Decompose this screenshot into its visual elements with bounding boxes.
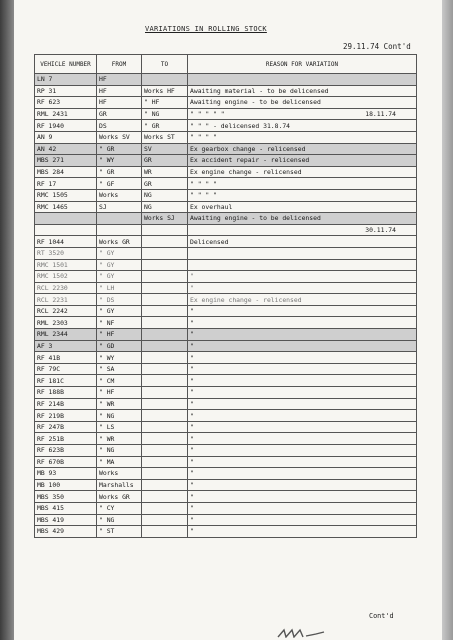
table-row [35, 224, 417, 236]
from-cell [97, 224, 142, 236]
reason-text: " [190, 469, 194, 478]
reason-cell [188, 491, 417, 503]
reason-text: " [190, 434, 194, 443]
reason-text: " " " " [190, 133, 217, 142]
reason-text: " [190, 376, 194, 385]
page-edge-shadow-right [442, 0, 453, 640]
from-cell: Marshalls [97, 479, 142, 491]
vehicle-number-cell: RF 1940 [35, 120, 97, 132]
table-row [35, 526, 417, 538]
from-cell: " WY [97, 352, 142, 364]
vehicle-number-cell: RT 3520 [35, 247, 97, 259]
table-row [35, 189, 417, 201]
from-cell: " GY [97, 305, 142, 317]
vehicle-number-cell: RF 251B [35, 433, 97, 445]
reason-cell [188, 468, 417, 480]
from-cell: " GY [97, 247, 142, 259]
vehicle-number-cell: RMC 1501 [35, 259, 97, 271]
to-cell: " GR [142, 120, 188, 132]
to-cell [142, 74, 188, 86]
reason-text: " [190, 457, 194, 466]
reason-text: " [190, 481, 194, 490]
vehicle-number-cell: RF 247B [35, 421, 97, 433]
reason-text: Ex gearbox change - relicensed [190, 144, 306, 153]
from-cell: SJ [97, 201, 142, 213]
reason-text: " [190, 504, 194, 513]
from-cell: " WR [97, 433, 142, 445]
reason-text: " [190, 365, 194, 374]
table-row [35, 236, 417, 248]
vehicle-number-cell: RF 181C [35, 375, 97, 387]
to-cell [142, 247, 188, 259]
table-row [35, 502, 417, 514]
reason-text: " [190, 272, 194, 281]
reason-cell [188, 502, 417, 514]
vehicle-number-cell: RMC 1505 [35, 189, 97, 201]
table-row [35, 445, 417, 457]
variations-table [34, 54, 417, 538]
header-to: TO [142, 55, 188, 74]
to-cell [142, 398, 188, 410]
reason-cell [188, 213, 417, 225]
page-edge-shadow [0, 0, 14, 640]
vehicle-number-cell: RF 623B [35, 445, 97, 457]
table-row [35, 271, 417, 283]
table-row [35, 213, 417, 225]
document-date: 29.11.74 Cont'd [343, 42, 411, 51]
reason-cell [188, 479, 417, 491]
to-cell [142, 271, 188, 283]
vehicle-number-cell: MBS 415 [35, 502, 97, 514]
from-cell: " WY [97, 155, 142, 167]
reason-cell [188, 224, 417, 236]
reason-cell [188, 178, 417, 190]
reason-cell [188, 259, 417, 271]
from-cell: HF [97, 97, 142, 109]
table-row [35, 387, 417, 399]
reason-cell [188, 410, 417, 422]
from-cell: " NG [97, 445, 142, 457]
reason-cell [188, 317, 417, 329]
vehicle-number-cell [35, 213, 97, 225]
reason-cell [188, 375, 417, 387]
table-row [35, 201, 417, 213]
vehicle-number-cell: RML 2431 [35, 108, 97, 120]
reason-cell [188, 398, 417, 410]
vehicle-number-cell: RF 17 [35, 178, 97, 190]
vehicle-number-cell: MB 93 [35, 468, 97, 480]
vehicle-number-cell: RCL 2242 [35, 305, 97, 317]
reason-cell [188, 340, 417, 352]
from-cell: " HF [97, 329, 142, 341]
reason-text: Awaiting material - to be delicensed [190, 86, 329, 95]
header-from: FROM [97, 55, 142, 74]
reason-cell [188, 97, 417, 109]
from-cell: " LS [97, 421, 142, 433]
vehicle-number-cell: RCL 2231 [35, 294, 97, 306]
to-cell: Works SJ [142, 213, 188, 225]
table-row [35, 410, 417, 422]
to-cell: Works HF [142, 85, 188, 97]
to-cell [142, 329, 188, 341]
to-cell [142, 491, 188, 503]
reason-cell [188, 514, 417, 526]
to-cell [142, 433, 188, 445]
from-cell: DS [97, 120, 142, 132]
to-cell [142, 236, 188, 248]
table-row [35, 294, 417, 306]
reason-cell [188, 155, 417, 167]
table-row [35, 329, 417, 341]
from-cell: " CY [97, 502, 142, 514]
vehicle-number-cell: RMC 1502 [35, 271, 97, 283]
to-cell: NG [142, 189, 188, 201]
vehicle-number-cell: RML 2344 [35, 329, 97, 341]
from-cell: " LH [97, 282, 142, 294]
to-cell [142, 224, 188, 236]
table-row [35, 143, 417, 155]
from-cell: " NF [97, 317, 142, 329]
table-row [35, 514, 417, 526]
table-row [35, 166, 417, 178]
reason-cell [188, 247, 417, 259]
from-cell: " CM [97, 375, 142, 387]
to-cell [142, 445, 188, 457]
from-cell: Works [97, 189, 142, 201]
table-row [35, 352, 417, 364]
to-cell [142, 259, 188, 271]
from-cell: " NG [97, 410, 142, 422]
reason-text: " [190, 446, 194, 455]
vehicle-number-cell: AN 42 [35, 143, 97, 155]
to-cell: Works ST [142, 131, 188, 143]
from-cell: Works GR [97, 491, 142, 503]
to-cell: WR [142, 166, 188, 178]
table-row [35, 433, 417, 445]
table-row [35, 155, 417, 167]
reason-cell [188, 74, 417, 86]
vehicle-number-cell: RP 31 [35, 85, 97, 97]
table-row [35, 178, 417, 190]
reason-text: " [190, 307, 194, 316]
from-cell: " GR [97, 166, 142, 178]
vehicle-number-cell: MBS 350 [35, 491, 97, 503]
from-cell: Works GR [97, 236, 142, 248]
reason-text: " [190, 318, 194, 327]
reason-text: Ex accident repair - relicensed [190, 156, 310, 165]
to-cell [142, 363, 188, 375]
reason-cell [188, 387, 417, 399]
from-cell: HF [97, 74, 142, 86]
header-reason: REASON FOR VARIATION [188, 55, 417, 74]
from-cell: " MA [97, 456, 142, 468]
to-cell: " HF [142, 97, 188, 109]
table-row [35, 491, 417, 503]
reason-text: " " " " [190, 191, 217, 200]
from-cell: Works SV [97, 131, 142, 143]
reason-cell [188, 526, 417, 538]
table-row [35, 479, 417, 491]
to-cell: GR [142, 178, 188, 190]
to-cell [142, 305, 188, 317]
reason-cell [188, 85, 417, 97]
vehicle-number-cell: RF 219B [35, 410, 97, 422]
reason-text: " [190, 492, 194, 501]
reason-cell [188, 120, 417, 132]
reason-text: Ex engine change - relicensed [190, 168, 302, 177]
table-row [35, 85, 417, 97]
reason-text: " " " " [190, 179, 217, 188]
to-cell [142, 502, 188, 514]
table-row [35, 120, 417, 132]
vehicle-number-cell: RF 79C [35, 363, 97, 375]
from-cell: HF [97, 85, 142, 97]
reason-text: Ex engine change - relicensed [190, 295, 302, 304]
reason-text: Ex overhaul [190, 202, 233, 211]
from-cell [97, 213, 142, 225]
vehicle-number-cell: AN 9 [35, 131, 97, 143]
table-body [35, 74, 417, 538]
to-cell [142, 456, 188, 468]
to-cell [142, 410, 188, 422]
reason-text: " [190, 353, 194, 362]
to-cell [142, 294, 188, 306]
to-cell [142, 282, 188, 294]
reason-cell [188, 189, 417, 201]
to-cell [142, 352, 188, 364]
reason-text: " [190, 341, 194, 350]
reason-cell [188, 236, 417, 248]
reason-cell [188, 456, 417, 468]
table-row [35, 247, 417, 259]
reason-cell [188, 294, 417, 306]
vehicle-number-cell: RF 188B [35, 387, 97, 399]
table-row [35, 282, 417, 294]
table-row [35, 468, 417, 480]
to-cell [142, 340, 188, 352]
from-cell: " ST [97, 526, 142, 538]
reason-cell [188, 352, 417, 364]
reason-text: " [190, 527, 194, 536]
vehicle-number-cell: RF 670B [35, 456, 97, 468]
to-cell [142, 526, 188, 538]
table-row [35, 340, 417, 352]
reason-cell [188, 166, 417, 178]
vehicle-number-cell: RF 41B [35, 352, 97, 364]
reason-cell [188, 421, 417, 433]
to-cell: " NG [142, 108, 188, 120]
vehicle-number-cell: RCL 2230 [35, 282, 97, 294]
from-cell: " HF [97, 387, 142, 399]
from-cell: " DS [97, 294, 142, 306]
from-cell: " GY [97, 271, 142, 283]
reason-text: " [190, 399, 194, 408]
from-cell: Works [97, 468, 142, 480]
reason-text: Awaiting engine - to be delicensed [190, 98, 321, 107]
from-cell: " GY [97, 259, 142, 271]
reason-text: " [190, 388, 194, 397]
from-cell: " GD [97, 340, 142, 352]
vehicle-number-cell: RMC 1465 [35, 201, 97, 213]
vehicle-number-cell: RF 623 [35, 97, 97, 109]
table-row [35, 305, 417, 317]
from-cell: " SA [97, 363, 142, 375]
document-title: VARIATIONS IN ROLLING STOCK [145, 25, 267, 33]
to-cell [142, 421, 188, 433]
vehicle-number-cell: MB 100 [35, 479, 97, 491]
table-row [35, 74, 417, 86]
table-row [35, 108, 417, 120]
date-note: 30.11.74 [365, 225, 396, 234]
to-cell [142, 387, 188, 399]
table-row [35, 398, 417, 410]
vehicle-number-cell: LN 7 [35, 74, 97, 86]
vehicle-number-cell: MBS 284 [35, 166, 97, 178]
table-row [35, 131, 417, 143]
to-cell [142, 468, 188, 480]
reason-cell [188, 329, 417, 341]
reason-cell [188, 445, 417, 457]
reason-text: " " " - delicensed 31.8.74 [190, 121, 291, 130]
reason-text: " [190, 330, 194, 339]
reason-cell [188, 143, 417, 155]
table-row [35, 375, 417, 387]
reason-cell [188, 305, 417, 317]
table-row [35, 421, 417, 433]
vehicle-number-cell: RF 214B [35, 398, 97, 410]
continued-footer: Cont'd [369, 612, 394, 620]
table-row [35, 363, 417, 375]
reason-text: " " " " " [190, 110, 225, 119]
from-cell: GR [97, 108, 142, 120]
to-cell [142, 317, 188, 329]
to-cell: SV [142, 143, 188, 155]
reason-text: Awaiting engine - to be delicensed [190, 214, 321, 223]
table-row [35, 97, 417, 109]
reason-text: " [190, 283, 194, 292]
vehicle-number-cell: MBS 429 [35, 526, 97, 538]
table-header-row [35, 55, 417, 74]
to-cell [142, 479, 188, 491]
reason-cell [188, 363, 417, 375]
reason-cell [188, 131, 417, 143]
vehicle-number-cell: MBS 419 [35, 514, 97, 526]
to-cell [142, 514, 188, 526]
vehicle-number-cell: AF 3 [35, 340, 97, 352]
vehicle-number-cell: RML 2303 [35, 317, 97, 329]
reason-text: Delicensed [190, 237, 229, 246]
reason-cell [188, 433, 417, 445]
reason-text: " [190, 515, 194, 524]
handwritten-scribble [276, 628, 326, 638]
vehicle-number-cell: MBS 271 [35, 155, 97, 167]
from-cell: " GR [97, 143, 142, 155]
to-cell: NG [142, 201, 188, 213]
table-row [35, 456, 417, 468]
date-note: 18.11.74 [365, 109, 396, 118]
reason-text: " [190, 423, 194, 432]
vehicle-number-cell: RF 1044 [35, 236, 97, 248]
vehicle-number-cell [35, 224, 97, 236]
to-cell: GR [142, 155, 188, 167]
reason-cell [188, 201, 417, 213]
reason-text: " [190, 411, 194, 420]
table-row [35, 259, 417, 271]
to-cell [142, 375, 188, 387]
header-vehicle-number: VEHICLE NUMBER [35, 55, 97, 74]
reason-cell [188, 108, 417, 120]
from-cell: " WR [97, 398, 142, 410]
reason-cell [188, 271, 417, 283]
reason-cell [188, 282, 417, 294]
from-cell: " GF [97, 178, 142, 190]
from-cell: " NG [97, 514, 142, 526]
table-row [35, 317, 417, 329]
